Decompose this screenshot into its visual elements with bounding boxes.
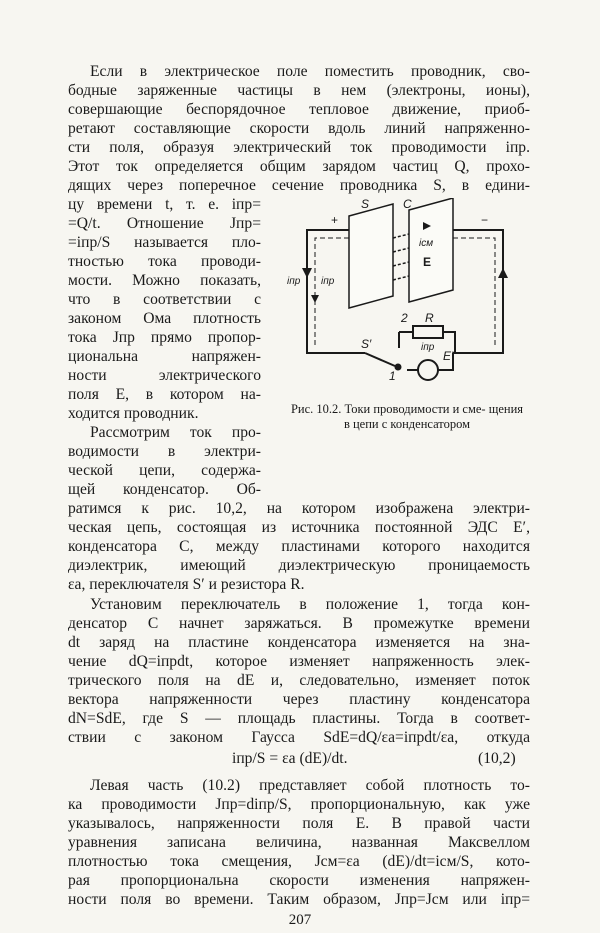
text-line: Этот ток определяется общим зарядом частиц Q, прохо- (68, 158, 530, 175)
equation-number: (10,2) (478, 750, 516, 767)
text-line: Рассмотрим ток про- (90, 424, 261, 441)
text-line: ретают составляющие скорости вдоль линий напряженно- (68, 120, 530, 137)
circuit-wires (307, 230, 503, 380)
plus-label: + (331, 213, 339, 227)
text-line: тока Jпр прямо пропор- (68, 329, 261, 346)
text-line: чение dQ=iпрdt, которое изменяет напряженность элек- (68, 653, 530, 670)
text-line: ствии с законом Гаусса SdE=dQ/εa=iпрdt/εa, откуда (68, 729, 530, 746)
resistor-r-label: R (425, 311, 434, 325)
text-line: ности электрического (68, 367, 261, 384)
text-line: ходится проводник. (68, 405, 199, 422)
i-pr-bottom-label: iпр (421, 342, 435, 353)
plate-s-label: S (361, 198, 370, 211)
i-pr-inner-label: iпр (321, 276, 335, 287)
text-line: совершающие беспорядочное тепловое движение, приоб- (68, 101, 530, 118)
text-line: дящих через поперечное сечение проводника S, в едини- (68, 177, 530, 194)
emf-e-prime-label: E′ (443, 349, 454, 363)
text-line: =iпр/S называется пло- (68, 234, 261, 251)
text-line: трического поля на dE и, следовательно, изменяет поток (68, 672, 530, 689)
equation: iпр/S = εa (dE)/dt. (232, 750, 348, 767)
text-line: водимости в электри- (68, 443, 261, 460)
text-line: ратимся к рис. 10,2, на котором изображена электри- (68, 500, 530, 517)
i-cm-label: iсм (419, 238, 434, 249)
text-line: щей конденсатор. Об- (68, 481, 261, 498)
circuit-figure (285, 198, 535, 408)
text-line: ка проводимости Jпр=diпр/S, пропорциональную, как уже (68, 796, 530, 813)
switch-s-prime-label: S′ (361, 337, 372, 351)
i-pr-left-label: iпр (287, 276, 301, 287)
switch-pos-2-label: 2 (401, 311, 408, 325)
minus-label: − (481, 213, 489, 227)
text-line: указывалось, напряженности поля E. В правой части (68, 815, 530, 832)
text-line: цу времени t, т. е. iпр= (68, 196, 261, 213)
text-line: ности поля во времени. Таким образом, Jпр=Jсм или iпр= (68, 891, 530, 908)
text-line: рая пропорциональна скорости изменения напряжен- (68, 872, 530, 889)
text-line: Левая часть (10.2) представляет собой плотность то- (90, 777, 530, 794)
page-number: 207 (288, 912, 312, 928)
capacitor-c-label: C (403, 198, 412, 211)
text-line: ческая цепь, состоящая из источника постоянной ЭДС E′, (68, 519, 530, 536)
text-line: dt заряд на пластине конденсатора изменяется на зна- (68, 634, 530, 651)
text-line: законом Ома плотность (68, 310, 261, 327)
text-line: ческой цепи, содержа- (68, 462, 261, 479)
text-line: плотностью тока смещения, Jсм=εa (dE)/dt=iсм/S, кото- (68, 853, 530, 870)
text-line: что в соответствии с (68, 291, 261, 308)
text-line: тностью тока проводи- (68, 253, 261, 270)
switch-pos-1-label: 1 (389, 369, 396, 383)
capacitor-plates (349, 198, 453, 308)
text-line: конденсатора C, между пластинами которого находится (68, 538, 530, 555)
text-line: бодные заряженные частицы в нем (электроны, ионы), (68, 82, 530, 99)
figure-caption: Рис. 10.2. Токи проводимости и сме- щения в цепи с конденсатором (290, 402, 524, 431)
text-line: мости. Можно показать, (68, 272, 261, 289)
text-line: εa, переключателя S′ и резистора R. (68, 576, 305, 593)
text-line: вектора напряженности через пластину конденсатора (68, 691, 530, 708)
text-line: Если в электрическое поле поместить проводник, сво- (90, 63, 530, 80)
text-line: поля E, в котором на- (68, 386, 261, 403)
text-line: циональна напряжен- (68, 348, 261, 365)
text-line: dN=SdE, где S — площадь пластины. Тогда в соответ- (68, 710, 530, 727)
text-line: денсатор C начнет заряжаться. В промежутке времени (68, 615, 530, 632)
text-line: =Q/t. Отношение Jпр= (68, 215, 261, 232)
text-line: сти поля, образуя электрический ток проводимости iпр. (68, 139, 530, 156)
field-e-label: E (423, 255, 432, 269)
text-line: Установим переключатель в положение 1, тогда кон- (90, 596, 530, 613)
text-line: диэлектрик, имеющий диэлектрическую проницаемость (68, 557, 530, 574)
text-line: уравнения записана величина, названная Максвеллом (68, 834, 530, 851)
